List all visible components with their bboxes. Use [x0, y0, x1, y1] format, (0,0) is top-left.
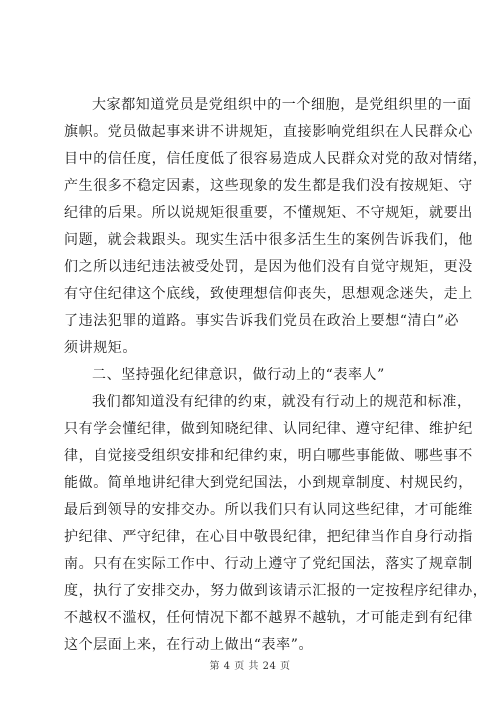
page-number: 第 4 页 共 24 页 [209, 661, 291, 672]
paragraph-line: 度，执行了安排交办，努力做到该请示汇报的一定按程序纪律办， [64, 583, 488, 599]
paragraph-line: 们之所以违纪违法被受处罚，是因为他们没有自觉守规矩，更没 [64, 259, 473, 275]
paragraph-line: 南。只有在实际工作中、行动上遵守了党纪国法，落实了规章制 [64, 556, 473, 572]
paragraph-line: 最后到领导的安排交办。所以我们只有认同这些纪律，才可能维 [64, 502, 473, 518]
paragraph-line: 律，自觉接受组织安排和纪律约束，明白哪些事能做、哪些事不 [64, 448, 473, 464]
paragraph-line: 纪律的后果。所以说规矩很重要，不懂规矩、不守规矩，就要出 [64, 205, 473, 221]
paragraph-line: 旗帜。党员做起事来讲不讲规矩，直接影响党组织在人民群众心 [64, 124, 473, 140]
paragraph-line: 目中的信任度，信任度低了很容易造成人民群众对党的敌对情绪， [64, 151, 488, 167]
body-text [64, 92, 488, 659]
paragraph-line: 能做。简单地讲纪律大到党纪国法，小到规章制度、村规民约， [64, 475, 473, 491]
paragraph-line: 须讲规矩。 [64, 340, 137, 356]
paragraph-line: 产生很多不稳定因素，这些现象的发生都是我们没有按规矩、守 [64, 178, 473, 194]
paragraph-line: 大家都知道党员是党组织中的一个细胞，是党组织里的一面 [92, 97, 472, 113]
paragraph-line: 只有学会懂纪律，做到知晓纪律、认同纪律、遵守纪律、维护纪 [64, 421, 473, 437]
paragraph-line: 有守住纪律这个底线，致使理想信仰丧失，思想观念迷失，走上 [64, 286, 473, 302]
paragraph-line: 不越权不滥权，任何情况下都不越界不越轨，才可能走到有纪律 [64, 610, 473, 626]
paragraph-line: 问题，就会栽跟头。现实生活中很多活生生的案例告诉我们，他 [64, 232, 473, 248]
paragraph-line: 护纪律、严守纪律，在心目中敬畏纪律，把纪律当作自身行动指 [64, 529, 473, 545]
section-heading: 二、坚持强化纪律意识，做行动上的“表率人” [92, 367, 385, 383]
paragraph-line: 我们都知道没有纪律的约束，就没有行动上的规范和标准， [92, 394, 472, 410]
paragraph-line: 了违法犯罪的道路。事实告诉我们党员在政治上要想“清白”必 [64, 313, 460, 329]
paragraph-line: 这个层面上来，在行动上做出“表率”。 [64, 637, 314, 653]
